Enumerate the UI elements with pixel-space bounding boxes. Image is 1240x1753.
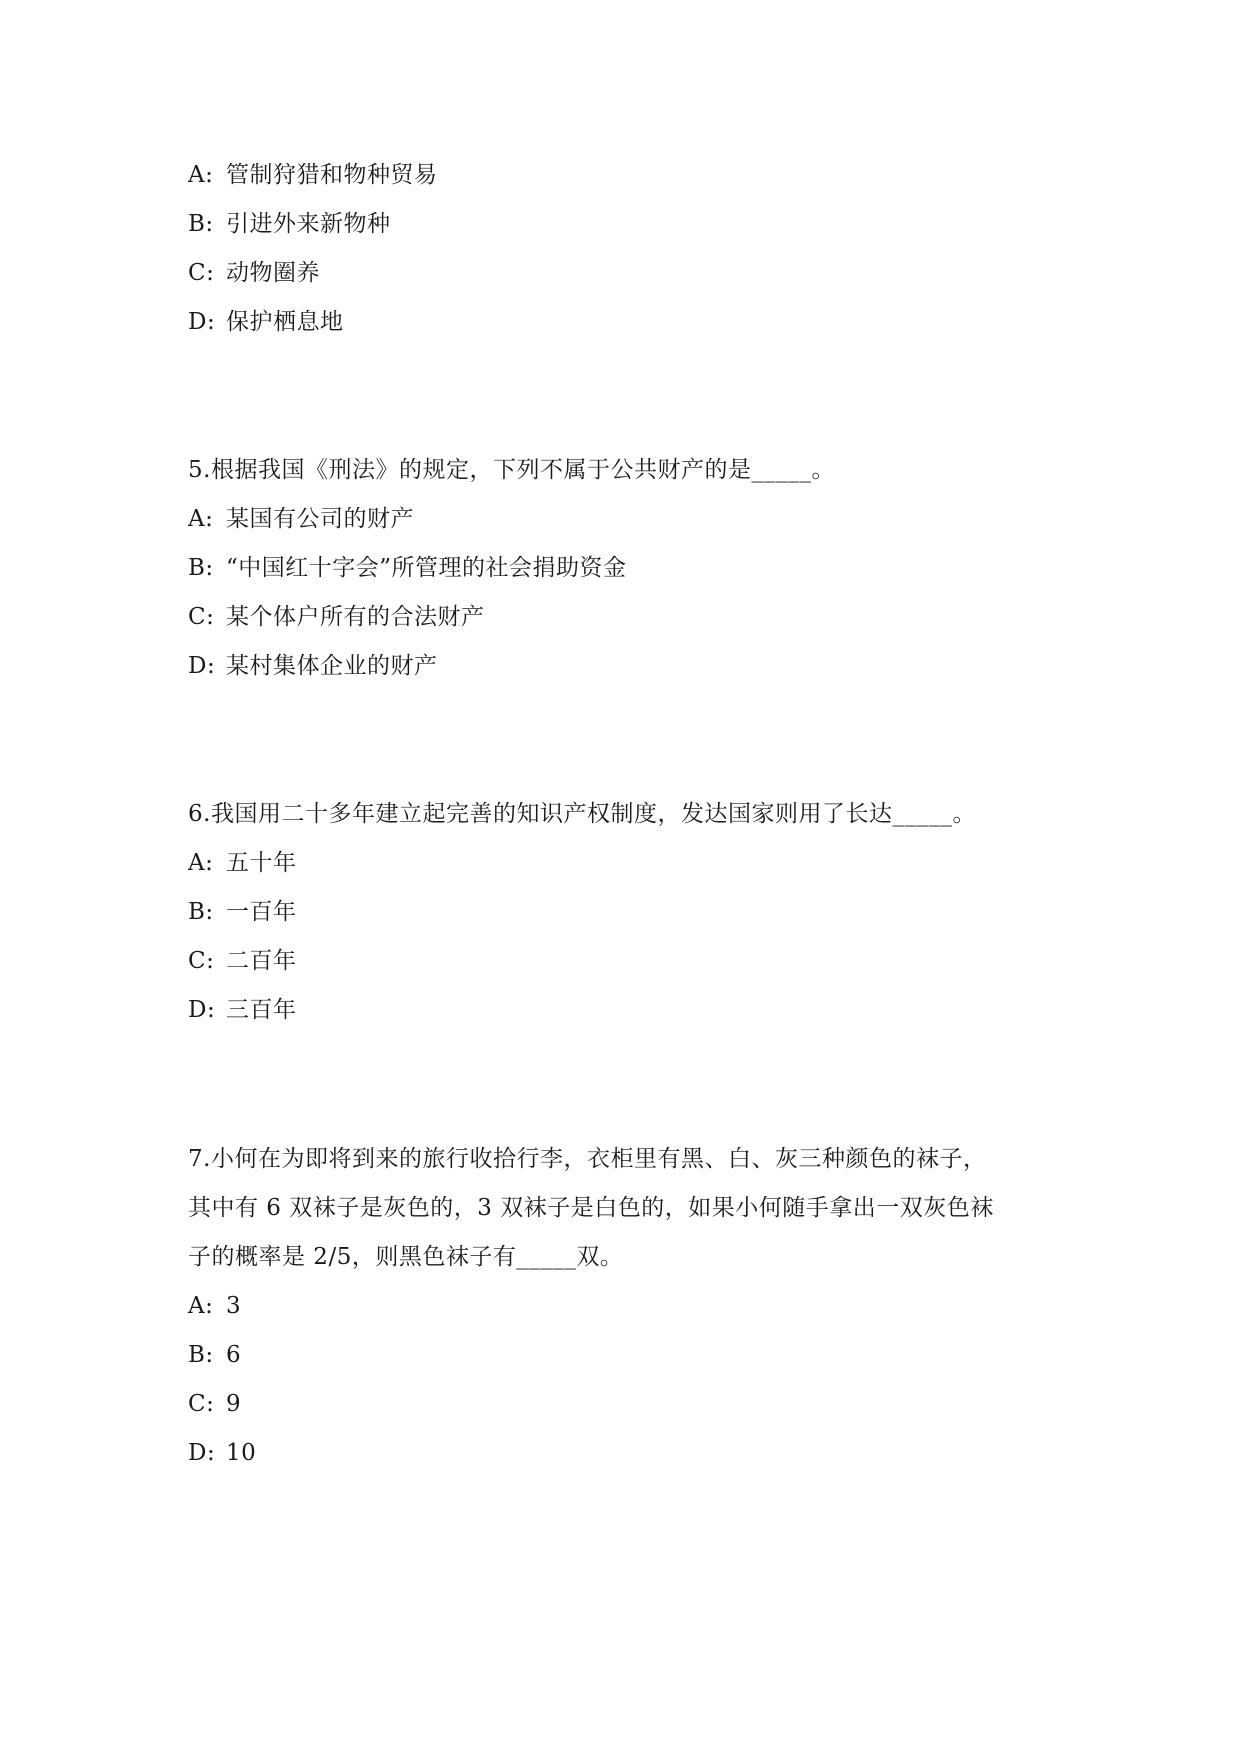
option-text: 管制狩猎和物种贸易 bbox=[226, 162, 438, 188]
option-label: D: bbox=[188, 653, 216, 679]
option-text: “中国红十字会”所管理的社会捐助资金 bbox=[226, 555, 627, 581]
q5-stem: 5.根据我国《刑法》的规定，下列不属于公共财产的是_____。 bbox=[188, 457, 835, 483]
option-label: D: bbox=[188, 997, 216, 1023]
q4-option-c bbox=[188, 258, 320, 288]
q7-option-c bbox=[188, 1389, 241, 1419]
q6-option-d bbox=[188, 995, 297, 1025]
option-label: A: bbox=[188, 850, 214, 876]
q4-option-b bbox=[188, 209, 391, 239]
q7-stem-line-3: 子的概率是 2/5，则黑色袜子有_____双。 bbox=[188, 1244, 624, 1270]
q7-option-b bbox=[188, 1340, 241, 1370]
option-label: B: bbox=[188, 899, 214, 925]
option-text: 9 bbox=[226, 1391, 242, 1417]
option-text: 3 bbox=[226, 1293, 242, 1319]
option-text: 某个体户所有的合法财产 bbox=[226, 604, 485, 630]
q7-option-d bbox=[188, 1438, 256, 1468]
option-text: 某村集体企业的财产 bbox=[226, 653, 438, 679]
option-label: A: bbox=[188, 1293, 214, 1319]
option-label: A: bbox=[188, 506, 214, 532]
q6-stem: 6.我国用二十多年建立起完善的知识产权制度，发达国家则用了长达_____。 bbox=[188, 801, 976, 827]
option-label: C: bbox=[188, 1391, 215, 1417]
q6-option-c bbox=[188, 946, 297, 976]
q5-option-b bbox=[188, 553, 627, 583]
option-label: C: bbox=[188, 948, 215, 974]
q7-option-a bbox=[188, 1291, 241, 1321]
option-label: B: bbox=[188, 211, 214, 237]
q6-option-a bbox=[188, 848, 297, 878]
option-text: 某国有公司的财产 bbox=[226, 506, 414, 532]
option-label: B: bbox=[188, 555, 214, 581]
option-text: 三百年 bbox=[226, 997, 297, 1023]
q5-option-d bbox=[188, 651, 438, 681]
option-text: 二百年 bbox=[226, 948, 297, 974]
option-text: 五十年 bbox=[226, 850, 297, 876]
option-label: B: bbox=[188, 1342, 214, 1368]
option-text: 一百年 bbox=[226, 899, 297, 925]
q5-option-a bbox=[188, 504, 414, 534]
q4-option-d bbox=[188, 307, 344, 337]
option-label: C: bbox=[188, 260, 215, 286]
q4-option-a bbox=[188, 160, 438, 190]
option-text: 保护栖息地 bbox=[226, 309, 344, 335]
option-text: 6 bbox=[226, 1342, 242, 1368]
q7-stem-line-1: 7.小何在为即将到来的旅行收拾行李，衣柜里有黑、白、灰三种颜色的袜子， bbox=[188, 1146, 987, 1172]
option-label: C: bbox=[188, 604, 215, 630]
option-text: 10 bbox=[226, 1440, 257, 1466]
q6-option-b bbox=[188, 897, 297, 927]
option-label: D: bbox=[188, 1440, 216, 1466]
q7-stem-line-2: 其中有 6 双袜子是灰色的，3 双袜子是白色的，如果小何随手拿出一双灰色袜 bbox=[188, 1195, 994, 1221]
option-label: A: bbox=[188, 162, 214, 188]
option-text: 引进外来新物种 bbox=[226, 211, 391, 237]
option-text: 动物圈养 bbox=[226, 260, 320, 286]
q5-option-c bbox=[188, 602, 485, 632]
option-label: D: bbox=[188, 309, 216, 335]
